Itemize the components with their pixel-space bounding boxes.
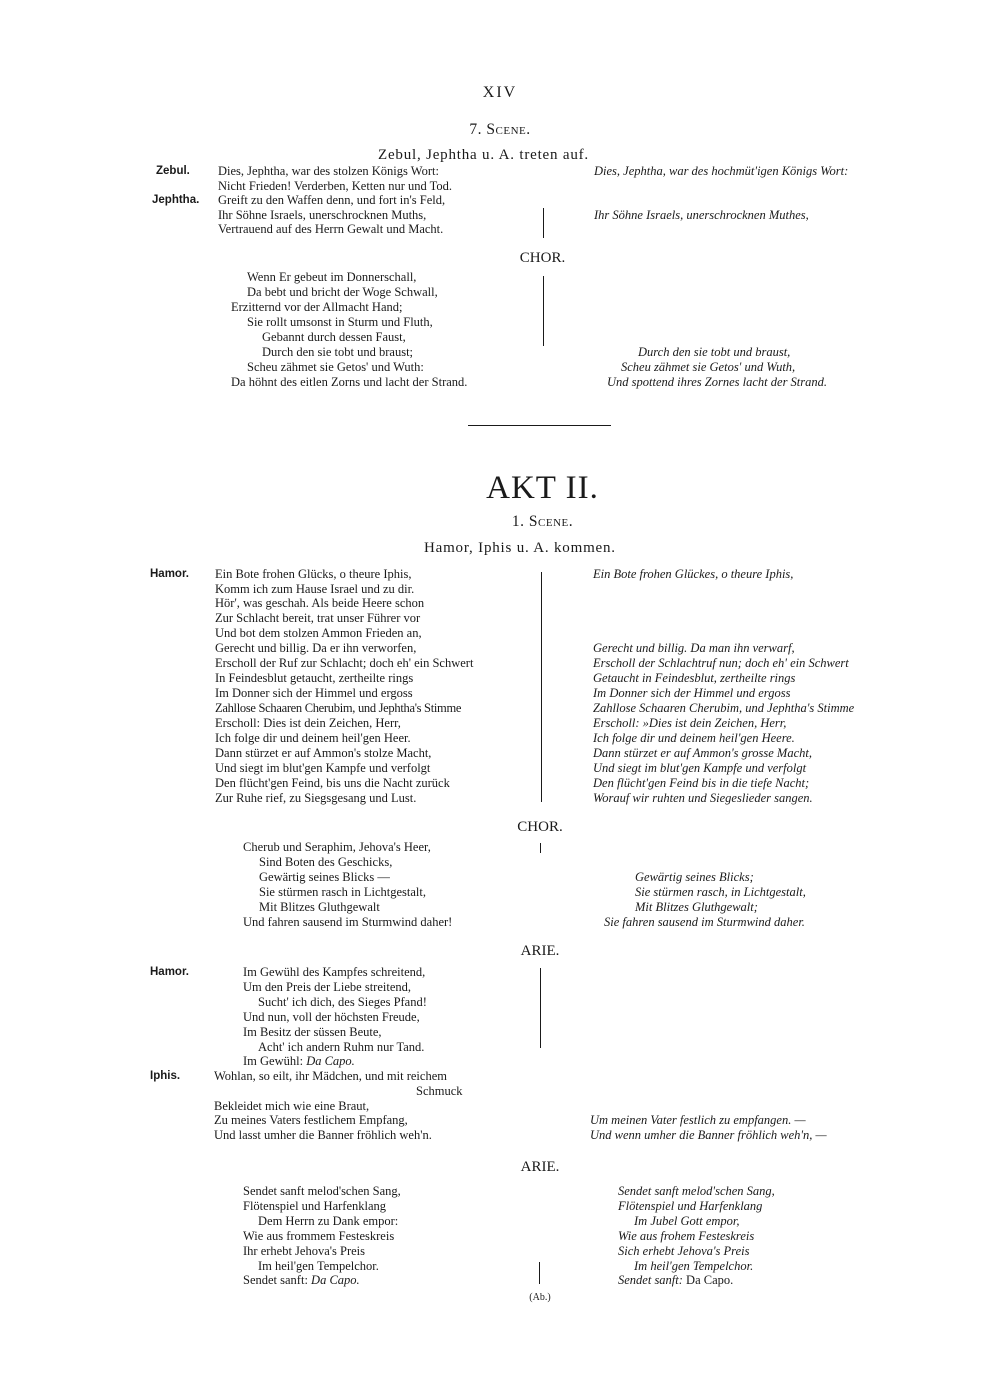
dialogue-line: Wohlan, so eilt, ihr Mädchen, und mit reichem	[214, 1069, 447, 1083]
dialogue-line-right: Getaucht in Feindesblut, zertheilte rings	[593, 671, 796, 685]
dialogue-line-right: Gerecht und billig. Da man ihn verwarf,	[593, 641, 795, 655]
arie-line: Um den Preis der Liebe streitend,	[243, 980, 412, 994]
column-divider	[539, 1262, 540, 1284]
dialogue-line-right: Erscholl: »Dies ist dein Zeichen, Herr,	[593, 716, 787, 730]
chor-line: Wenn Er gebeut im Donnerschall,	[247, 270, 417, 284]
arie-heading: ARIE.	[520, 1159, 560, 1175]
speaker-hamor: Hamor.	[150, 568, 189, 580]
dialogue-line: Im Donner sich der Himmel und ergoss	[215, 686, 413, 700]
column-divider	[543, 276, 544, 346]
chor-line: Durch den sie tobt und braust;	[262, 345, 414, 359]
arie-line-text: Sendet sanft:	[618, 1273, 687, 1287]
chor-line-right: Gewärtig seines Blicks;	[635, 870, 754, 884]
scene7-line-right: Ihr Söhne Israels, unerschrocknen Muthes,	[594, 208, 809, 222]
scene7-line-left: Greift zu den Waffen denn, und fort in's Feld,	[218, 193, 446, 207]
chor-line: Erzitternd vor der Allmacht Hand;	[231, 300, 403, 314]
chor-line-right: Durch den sie tobt und braust,	[638, 345, 791, 359]
page-number: XIV	[482, 84, 518, 101]
dialogue-line-right: Und siegt im blut'gen Kampfe und verfolgt	[593, 761, 807, 775]
da-capo-mark: Da Capo.	[686, 1273, 734, 1287]
speaker-zebul: Zebul.	[156, 165, 190, 177]
dialogue-line-right: Erscholl der Schlachtruf nun; doch eh' ein Schwert	[593, 656, 849, 670]
dialogue-line: Bekleidet mich wie eine Braut,	[214, 1099, 370, 1113]
arie-heading: ARIE.	[520, 943, 560, 959]
dialogue-line: Ich folge dir und deinem heil'gen Heer.	[215, 731, 411, 745]
act-title: AKT II.	[486, 470, 599, 506]
chor-heading: CHOR.	[517, 819, 563, 835]
arie-line-right-dacapo	[618, 1273, 733, 1288]
arie-line-right: Sich erhebt Jehova's Preis	[618, 1244, 750, 1258]
column-divider	[541, 572, 542, 802]
column-divider	[540, 968, 541, 1048]
scene7-title: 7. Scene.	[469, 121, 531, 138]
chor-line: Da höhnt des eitlen Zorns und lacht der Strand.	[231, 375, 468, 389]
chor-line-right: Mit Blitzes Gluthgewalt;	[635, 900, 758, 914]
chor-line-right: Scheu zähmet sie Getos' und Wuth,	[621, 360, 796, 374]
dialogue-line: Erscholl: Dies ist dein Zeichen, Herr,	[215, 716, 401, 730]
chor-line-right: Sie fahren sausend im Sturmwind daher.	[604, 915, 805, 929]
chor-line-right: Sie stürmen rasch, in Lichtgestalt,	[635, 885, 806, 899]
dialogue-line: Den flücht'gen Feind, bis uns die Nacht zurück	[215, 776, 450, 790]
arie-line-right: Im heil'gen Tempelchor.	[634, 1259, 754, 1273]
arie-line: Wie aus frommem Festeskreis	[243, 1229, 395, 1243]
section-separator	[468, 425, 611, 426]
arie-line-right: Wie aus frohem Festeskreis	[618, 1229, 755, 1243]
scene7-line-left: Vertrauend auf des Herrn Gewalt und Macht.	[218, 222, 444, 236]
chor-line: Gewärtig seines Blicks —	[259, 870, 390, 884]
dialogue-line: Zahllose Schaaren Cherubim, und Jephtha's Stimme	[215, 701, 462, 715]
arie-line-dacapo	[243, 1273, 360, 1288]
dialogue-line-right: Dann stürzet er auf Ammon's grosse Macht,	[593, 746, 812, 760]
speaker-hamor: Hamor.	[150, 966, 189, 978]
arie-line: Flötenspiel und Harfenklang	[243, 1199, 387, 1213]
scene7-line-left: Ihr Söhne Israels, unerschrocknen Muths,	[218, 208, 427, 222]
dialogue-line: Und siegt im blut'gen Kampfe und verfolgt	[215, 761, 431, 775]
speaker-jephtha: Jephtha.	[152, 194, 200, 206]
da-capo-mark: Da Capo.	[306, 1054, 355, 1068]
chor-line: Da bebt und bricht der Woge Schwall,	[247, 285, 438, 299]
dialogue-line: Erscholl der Ruf zur Schlacht; doch eh' ein Schwert	[215, 656, 474, 670]
arie-line: Und nun, voll der höchsten Freude,	[243, 1010, 420, 1024]
arie-line: Sucht' ich dich, des Sieges Pfand!	[258, 995, 427, 1009]
column-divider	[540, 843, 541, 853]
scene1-stage-direction: Hamor, Iphis u. A. kommen.	[424, 540, 616, 556]
da-capo-mark: Da Capo.	[311, 1273, 360, 1287]
chor-line: Scheu zähmet sie Getos' und Wuth:	[247, 360, 424, 374]
dialogue-line: In Feindesblut getaucht, zertheilte rings	[215, 671, 414, 685]
arie-line-right: Sendet sanft melod'schen Sang,	[618, 1184, 775, 1198]
dialogue-line: Komm ich zum Hause Israel und zu dir.	[215, 582, 415, 596]
dialogue-line: Dann stürzet er auf Ammon's stolze Macht,	[215, 746, 432, 760]
footer-signature: (Ab.)	[529, 1292, 551, 1303]
arie-line-dacapo	[243, 1054, 355, 1069]
dialogue-line: Ein Bote frohen Glücks, o theure Iphis,	[215, 567, 412, 581]
dialogue-line-right: Und wenn umher die Banner fröhlich weh'n, —	[590, 1128, 827, 1142]
scene7-line-left: Dies, Jephtha, war des stolzen Königs Wort:	[218, 164, 439, 178]
dialogue-line-right: Zahllose Schaaren Cherubim, und Jephtha's Stimme	[593, 701, 855, 715]
arie-line-text: Sendet sanft:	[243, 1273, 312, 1287]
dialogue-line-right: Ich folge dir und deinem heil'gen Heere.	[593, 731, 795, 745]
chor-line: Sind Boten des Geschicks,	[259, 855, 393, 869]
dialogue-line: Hör', was geschah. Als beide Heere schon	[215, 596, 425, 610]
chor-line: Und fahren sausend im Sturmwind daher!	[243, 915, 453, 929]
scene7-line-left: Nicht Frieden! Verderben, Ketten nur und Tod.	[218, 179, 453, 193]
chor-line: Sie rollt umsonst in Sturm und Fluth,	[247, 315, 433, 329]
dialogue-line: Schmuck	[416, 1084, 463, 1098]
arie-line: Acht' ich andern Ruhm nur Tand.	[258, 1040, 425, 1054]
scene1-title: 1. Scene.	[511, 513, 574, 530]
scene7-line-right: Dies, Jephtha, war des hochmüt'igen Königs Wort:	[594, 164, 849, 178]
arie-line-text: Im Gewühl:	[243, 1054, 307, 1068]
chor-line: Gebannt durch dessen Faust,	[262, 330, 406, 344]
dialogue-line: Und lasst umher die Banner fröhlich weh'n.	[214, 1128, 432, 1142]
dialogue-line-right: Ein Bote frohen Glückes, o theure Iphis,	[593, 567, 794, 581]
arie-line-right: Im Jubel Gott empor,	[634, 1214, 740, 1228]
chor-heading: CHOR.	[519, 250, 566, 266]
column-divider	[543, 208, 544, 238]
arie-line: Dem Herrn zu Dank empor:	[258, 1214, 399, 1228]
chor-line: Sie stürmen rasch in Lichtgestalt,	[259, 885, 426, 899]
chor-line-right: Und spottend ihres Zornes lacht der Strand.	[607, 375, 828, 389]
chor-line: Cherub und Seraphim, Jehova's Heer,	[243, 840, 431, 854]
speaker-iphis: Iphis.	[150, 1070, 181, 1082]
chor-line: Mit Blitzes Gluthgewalt	[259, 900, 380, 914]
dialogue-line-right: Worauf wir ruhten und Siegeslieder sangen.	[593, 791, 813, 805]
dialogue-line: Gerecht und billig. Da er ihn verworfen,	[215, 641, 417, 655]
arie-line: Sendet sanft melod'schen Sang,	[243, 1184, 401, 1198]
dialogue-line: Zur Schlacht bereit, trat unser Führer vor	[215, 611, 421, 625]
dialogue-line-right: Um meinen Vater festlich zu empfangen. —	[590, 1113, 806, 1127]
arie-line: Im Besitz der süssen Beute,	[243, 1025, 382, 1039]
scene7-stage-direction: Zebul, Jephtha u. A. treten auf.	[378, 147, 589, 163]
dialogue-line-right: Im Donner sich der Himmel und ergoss	[593, 686, 791, 700]
arie-line-right: Flötenspiel und Harfenklang	[618, 1199, 763, 1213]
dialogue-line: Zu meines Vaters festlichem Empfang,	[214, 1113, 408, 1127]
arie-line: Ihr erhebt Jehova's Preis	[243, 1244, 366, 1258]
arie-line: Im Gewühl des Kampfes schreitend,	[243, 965, 426, 979]
dialogue-line: Zur Ruhe rief, zu Siegsgesang und Lust.	[215, 791, 417, 805]
dialogue-line: Und bot dem stolzen Ammon Frieden an,	[215, 626, 422, 640]
arie-line: Im heil'gen Tempelchor.	[258, 1259, 379, 1273]
dialogue-line-right: Den flücht'gen Feind bis in die tiefe Nacht;	[593, 776, 810, 790]
